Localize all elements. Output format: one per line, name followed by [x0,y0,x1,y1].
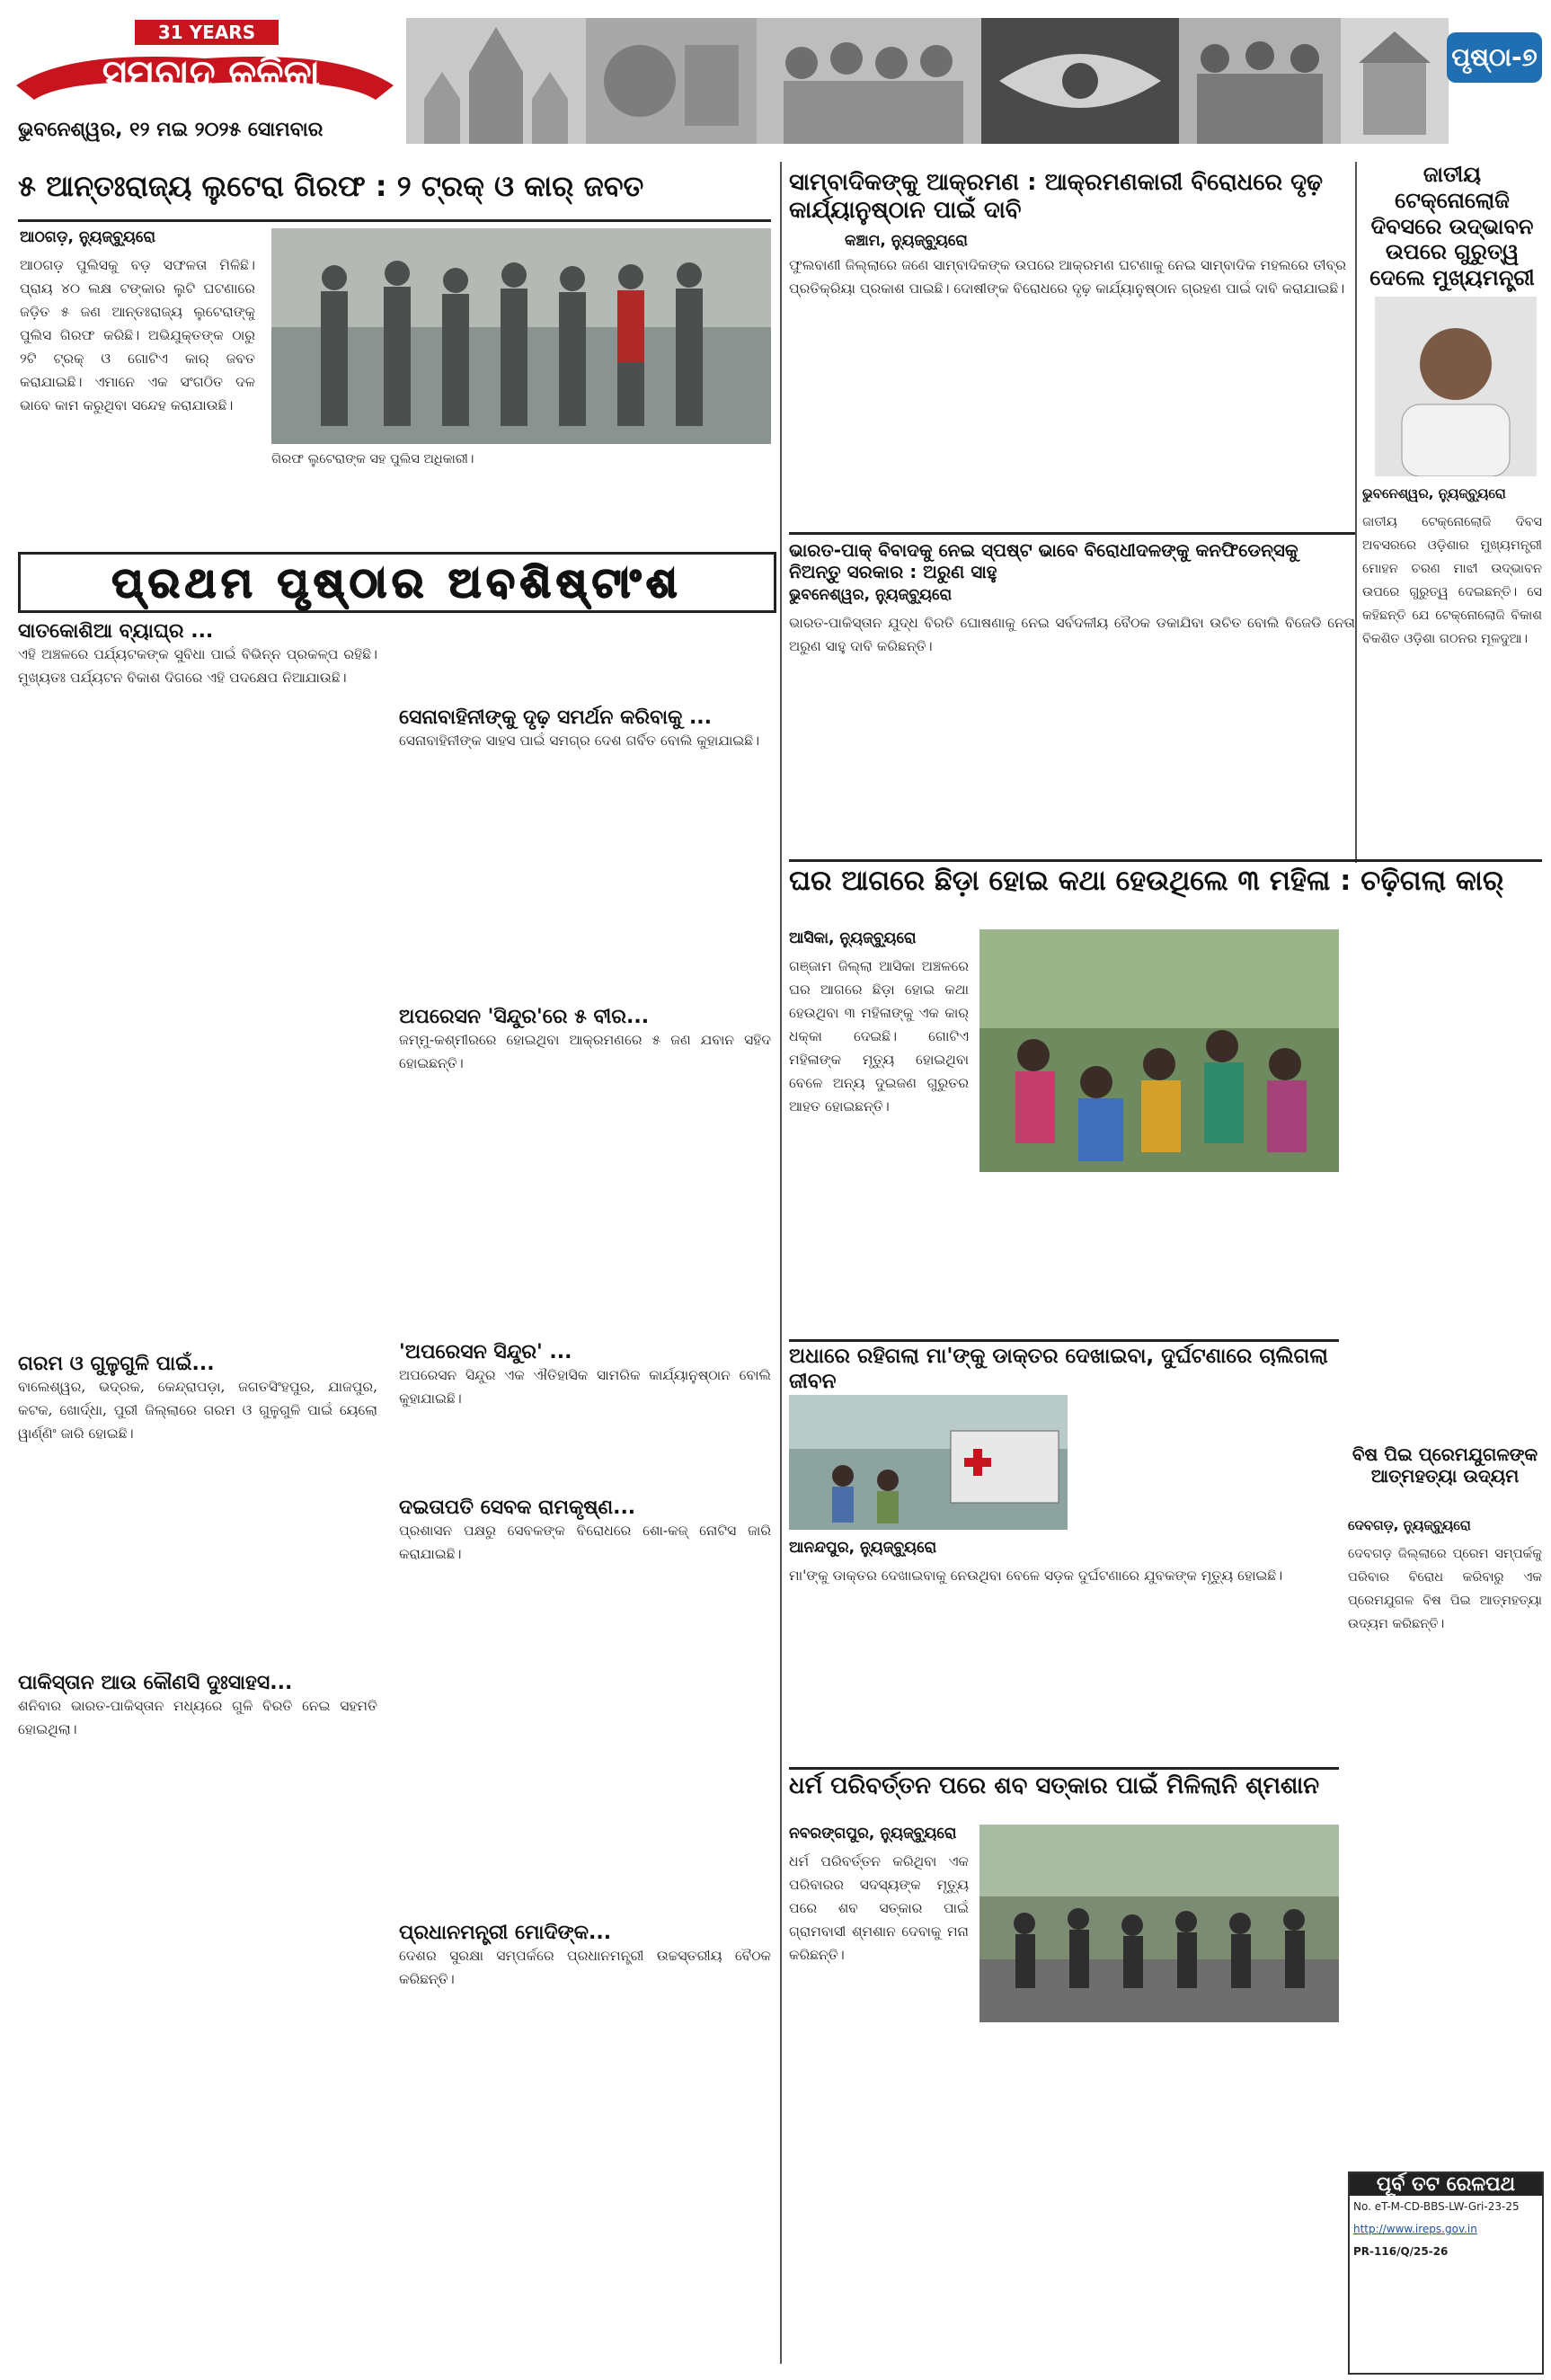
shrine-photo [1341,18,1449,144]
loot-body: ଆଠଗଡ଼ ପୁଲିସକୁ ବଡ଼ ସଫଳତା ମିଳିଛି। ପ୍ରାୟ ୪୦ ଲକ୍ଷ ଟଙ୍କାର ଲୁଟି ଘଟଣାରେ ଜଡ଼ିତ ୫ ଜଣ ଆନ୍ତଃରାଜ୍ୟ ଲୁଟେରାଙ୍କୁ ପୁଲିସ ଗିରଫ କରିଛି। ଅଭିଯୁକ୍ତଙ୍କ ଠାରୁ ୨ଟି ଟ୍ରକ୍ ଓ ଗୋଟିଏ କାର୍ ଜବତ କରାଯାଇଛି। ଏମାନେ ଏକ ସଂଗଠିତ ଦଳ ଭାବେ କାମ କରୁଥିବା ସନ୍ଦେହ କରାଯାଉଛି। [20,257,255,413]
ambulance-headline: ଅଧାରେ ରହିଗଲା ମା'ଙ୍କୁ ଡାକ୍ତର ଦେଖାଇବା, ଦୁର୍ଘଟଣାରେ ଚାଲିଗଲା ଜୀବନ [789,1345,1328,1393]
continuation-1 [18,620,377,1344]
continuation-body: ପ୍ରଶାସନ ପକ୍ଷରୁ ସେବକଙ୍କ ବିରୋଧରେ ଶୋ-କଜ୍ ନୋଟିସ ଜାରି କରାଯାଇଛି। [399,1523,771,1562]
love-byline: ଦେବଗଡ଼, ନ୍ୟୁଜ୍‌ବ୍ୟୁରୋ [1348,1517,1471,1533]
cremation-byline: ନବରଙ୍ଗପୁର, ନ୍ୟୁଜ୍‌ବ୍ୟୁରୋ [789,1825,957,1843]
years-badge: 31 YEARS [135,20,279,45]
indopak-headline: ଭାରତ-ପାକ୍ ବିବାଦକୁ ନେଇ ସ୍ପଷ୍ଟ ଭାବେ ବିରୋଧୀଦଳଙ୍କୁ କନଫିଡେନ୍ସକୁ ନିଅନ୍ତୁ ସରକାର : ଅରୁଣ ସାହୁ [789,539,1298,582]
continuation-2 [18,1353,377,1663]
car-sidebar [1348,929,1542,1433]
ambulance-photo [789,1395,1068,1530]
ambulance-body: ମା'ଙ୍କୁ ଡାକ୍ତର ଦେଖାଇବାକୁ ନେଉଥିବା ବେଳେ ସଡ଼କ ଦୁର୍ଘଟଣାରେ ଯୁବକଙ୍କ ମୃତ୍ୟୁ ହୋଇଛି। [789,1567,1283,1584]
car-photo [979,929,1339,1172]
pattachitra-photo [981,18,1179,144]
continuation-title: ପାକିସ୍ତାନ ଆଉ କୌଣସି ଦୁଃସାହସ... [18,1672,293,1694]
column-divider [1355,162,1357,863]
divider [789,532,1355,535]
loot-byline: ଆଠଗଡ଼, ନ୍ୟୁଜ୍‌ବ୍ୟୁରୋ [20,228,155,246]
tender-ref: No. eT-M-CD-BBS-LW-Gri-23-25 [1353,2200,1520,2213]
continuation-5 [399,1006,771,1334]
car-headline: ଘର ଆଗରେ ଛିଡ଼ା ହୋଇ କଥା ହେଉଥିଲେ ୩ ମହିଳା : ଚଢ଼ିଗଲା କାର୍ [789,865,1504,897]
cm-portrait [1375,297,1537,476]
dateline: ଭୁବନେଶ୍ୱର, ୧୨ ମଇ ୨୦୨୫ ସୋମବାର [18,119,323,141]
continuation-3 [18,1672,377,2323]
car-body: ଗଞ୍ଜାମ ଜିଲ୍ଲା ଆସିକା ଅଞ୍ଚଳରେ ଘର ଆଗରେ ଛିଡ଼ା ହୋଇ କଥା ହେଉଥିବା ୩ ମହିଳାଙ୍କୁ ଏକ କାର୍ ଧକ୍କା ଦେଇଛି। ଗୋଟିଏ ମହିଳାଙ୍କ ମୃତ୍ୟୁ ହୋଇଥିବା ବେଳେ ଅନ୍ୟ ଦୁଇଜଣ ଗୁରୁତର ଆହତ ହୋଇଛନ୍ତି। [789,958,969,1115]
children-photo [757,18,981,144]
continuation-title: ପ୍ରଧାନମନ୍ତ୍ରୀ ମୋଦିଙ୍କ... [399,1922,612,1944]
continuation-title: ସାତକୋଶିଆ ବ୍ୟାଘ୍ର ... [18,620,214,643]
continuation-4 [399,706,771,999]
column-divider [780,162,782,2364]
tender-title: ପୂର୍ବ ତଟ ରେଳପଥ [1350,2173,1542,2196]
continuation-8 [399,1922,771,2304]
cremation-body: ଧର୍ମ ପରିବର୍ତ୍ତନ କରିଥିବା ଏକ ପରିବାରର ସଦସ୍ୟଙ୍କ ମୃତ୍ୟୁ ପରେ ଶବ ସତ୍କାର ପାଇଁ ଗ୍ରାମବାସୀ ଶ୍ମଶାନ ଦେବାକୁ ମନା କରିଛନ୍ତି। [789,1853,969,1963]
continued-section-banner: ପ୍ରଥମ ପୃଷ୍ଠାର ଅବଶିଷ୍ଟାଂଶ [18,552,776,613]
love-headline: ବିଷ ପିଇ ପ୍ରେମଯୁଗଳଙ୍କ ଆତ୍ମହତ୍ୟା ଉଦ୍ୟମ [1352,1443,1538,1487]
continuation-body: ଜମ୍ମୁ-କଶ୍ମୀରରେ ହୋଇଥିବା ଆକ୍ରମଣରେ ୫ ଜଣ ଯବାନ ସହିଦ ହୋଇଛନ୍ତି। [399,1032,771,1071]
attack-headline: ସାମ୍ବାଦିକଙ୍କୁ ଆକ୍ରମଣ : ଆକ୍ରମଣକାରୀ ବିରୋଧରେ ଦୃଢ଼ କାର୍ଯ୍ୟାନୁଷ୍ଠାନ ପାଇଁ ଦାବି [789,169,1324,225]
continuation-6 [399,1341,771,1489]
women-photo [1179,18,1341,144]
temple-photo [406,18,586,144]
cm-headline: ଜାତୀୟ ଟେକ୍ନୋଲୋଜି ଦିବସରେ ଉଦ୍ଭାବନ ଉପରେ ଗୁରୁତ୍ୱ ଦେଲେ ମୁଖ୍ୟମନ୍ତ୍ରୀ [1369,162,1535,291]
car-byline: ଆସିକା, ନ୍ୟୁଜ୍‌ବ୍ୟୁରୋ [789,929,917,947]
attack-byline: କଞ୍ଚାମ, ନ୍ୟୁଜ୍‌ବ୍ୟୁରୋ [845,232,968,250]
tender-footer: PR-116/Q/25-26 [1353,2245,1449,2258]
continuation-title: 'ଅପରେସନ ସିନ୍ଦୁର' ... [399,1341,572,1363]
cm-body: ଜାତୀୟ ଟେକ୍ନୋଲୋଜି ଦିବସ ଅବସରରେ ଓଡ଼ିଶାର ମୁଖ୍ୟମନ୍ତ୍ରୀ ମୋହନ ଚରଣ ମାଝୀ ଉଦ୍ଭାବନ ଉପରେ ଗୁରୁତ୍ୱ ଦେଇଛନ୍ତି। ସେ କହିଛନ୍ତି ଯେ ଟେକ୍ନୋଲୋଜି ବିକାଶ ବିକଶିତ ଓଡ଼ିଶା ଗଠନର ମୂଳଦୁଆ। [1362,515,1542,646]
cremation-photo [979,1825,1339,2022]
continuation-body: ଅପରେସନ ସିନ୍ଦୁର ଏକ ଐତିହାସିକ ସାମରିକ କାର୍ଯ୍ୟାନୁଷ୍ଠାନ ବୋଲି କୁହାଯାଇଛି। [399,1367,771,1407]
ambulance-byline: ଆନନ୍ଦପୁର, ନ୍ୟୁଜ୍‌ବ୍ୟୁରୋ [789,1539,937,1557]
indopak-body: ଭାରତ-ପାକିସ୍ତାନ ଯୁଦ୍ଧ ବିରତି ଘୋଷଣାକୁ ନେଇ ସର୍ବଦଳୀୟ ବୈଠକ ଡକାଯିବା ଉଚିତ ବୋଲି ବିଜେଡି ନେତା ଅରୁଣ ସାହୁ ଦାବି କରିଛନ୍ତି। [789,615,1355,654]
loot-photo [271,228,771,444]
car-body-cont [979,1179,1339,1332]
continuation-body: ଦେଶର ସୁରକ୍ଷା ସମ୍ପର୍କରେ ପ୍ରଧାନମନ୍ତ୍ରୀ ଉଚ୍ଚସ୍ତରୀୟ ବୈଠକ କରିଛନ୍ତି। [399,1948,771,1987]
continuation-title: ସେନାବାହିନୀଙ୍କୁ ଦୃଢ଼ ସମର୍ଥନ କରିବାକୁ ... [399,706,713,729]
page-number-badge: ପୃଷ୍ଠା-୭ [1447,32,1542,83]
divider [789,859,1542,862]
continuation-title: ଦଇତାପତି ସେବକ ରାମକୃଷ୍ଣ... [399,1496,636,1519]
tender-notice [1348,2171,1544,2375]
newspaper-logo: ସମ୍ବାଦ କଳିକା [102,51,321,95]
divider [789,1339,1339,1342]
continuation-7 [399,1496,771,1914]
indopak-byline: ଭୁବନେଶ୍ୱର, ନ୍ୟୁଜ୍‌ବ୍ୟୁରୋ [789,586,953,604]
masthead [0,0,1551,153]
cm-byline: ଭୁବନେଶ୍ୱର, ନ୍ୟୁଜ୍‌ବ୍ୟୁରୋ [1362,485,1506,502]
continuation-title: ଗରମ ଓ ଗୁଳୁଗୁଳି ପାଇଁ... [18,1353,215,1375]
divider [18,219,771,222]
craft-photo [586,18,757,144]
divider [789,1767,1339,1770]
tender-url[interactable]: http://www.ireps.gov.in [1353,2223,1477,2235]
continuation-body: ବାଲେଶ୍ୱର, ଭଦ୍ରକ, କେନ୍ଦ୍ରାପଡ଼ା, ଜଗତସିଂହପୁର, ଯାଜପୁର, କଟକ, ଖୋର୍ଦ୍ଧା, ପୁରୀ ଜିଲ୍ଲାରେ ଗରମ ଓ ଗୁଳୁଗୁଳି ପାଇଁ ୟେଲୋ ୱାର୍ଣ୍ଣିଂ ଜାରି ହୋଇଛି। [18,1379,377,1442]
loot-headline: ୫ ଆନ୍ତଃରାଜ୍ୟ ଲୁଟେରା ଗିରଫ : ୨ ଟ୍ରକ୍ ଓ କାର୍ ଜବତ [18,169,644,203]
cremation-headline: ଧର୍ମ ପରିବର୍ତ୍ତନ ପରେ ଶବ ସତ୍କାର ପାଇଁ ମିଳିଲାନି ଶ୍ମଶାନ [789,1772,1320,1799]
continuation-body: ଶନିବାର ଭାରତ-ପାକିସ୍ତାନ ମଧ୍ୟରେ ଗୁଳି ବିରତି ନେଇ ସହମତି ହୋଇଥିଲା। [18,1698,377,1737]
attack-body: ଫୁଲବାଣୀ ଜିଲ୍ଲାରେ ଜଣେ ସାମ୍ବାଦିକଙ୍କ ଉପରେ ଆକ୍ରମଣ ଘଟଣାକୁ ନେଇ ସାମ୍ବାଦିକ ମହଲରେ ତୀବ୍ର ପ୍ରତିକ୍ରିୟା ପ୍ରକାଶ ପାଇଛି। ଦୋଷୀଙ୍କ ବିରୋଧରେ ଦୃଢ଼ କାର୍ଯ୍ୟାନୁଷ୍ଠାନ ଗ୍ରହଣ ପାଇଁ ଦାବି କରାଯାଇଛି। [789,257,1346,297]
continuation-body: ଏହି ଅଞ୍ଚଳରେ ପର୍ଯ୍ୟଟକଙ୍କ ସୁବିଧା ପାଇଁ ବିଭିନ୍ନ ପ୍ରକଳ୍ପ ରହିଛି। ମୁଖ୍ୟତଃ ପର୍ଯ୍ୟଟନ ବିକାଶ ଦିଗରେ ଏହି ପଦକ୍ଷେପ ନିଆଯାଉଛି। [18,646,377,686]
loot-caption: ଗିରଫ ଲୁଟେରାଙ୍କ ସହ ପୁଲିସ ଅଧିକାରୀ। [271,452,474,466]
continuation-body: ସେନାବାହିନୀଙ୍କ ସାହସ ପାଇଁ ସମଗ୍ର ଦେଶ ଗର୍ବିତ ବୋଲି କୁହାଯାଇଛି। [399,733,760,749]
cremation-body-cont [979,2029,1339,2362]
love-body: ଦେବଗଡ଼ ଜିଲ୍ଲାରେ ପ୍ରେମ ସମ୍ପର୍କକୁ ପରିବାର ବିରୋଧ କରିବାରୁ ଏକ ପ୍ରେମଯୁଗଳ ବିଷ ପିଇ ଆତ୍ମହତ୍ୟା ଉଦ୍ୟମ କରିଛନ୍ତି। [1348,1547,1542,1631]
photo-strip [406,18,1449,144]
continuation-title: ଅପରେସନ 'ସିନ୍ଦୁର'ରେ ୫ ବୀର... [399,1006,650,1028]
continuations-right [399,620,771,2373]
continuations-left [18,620,377,2373]
